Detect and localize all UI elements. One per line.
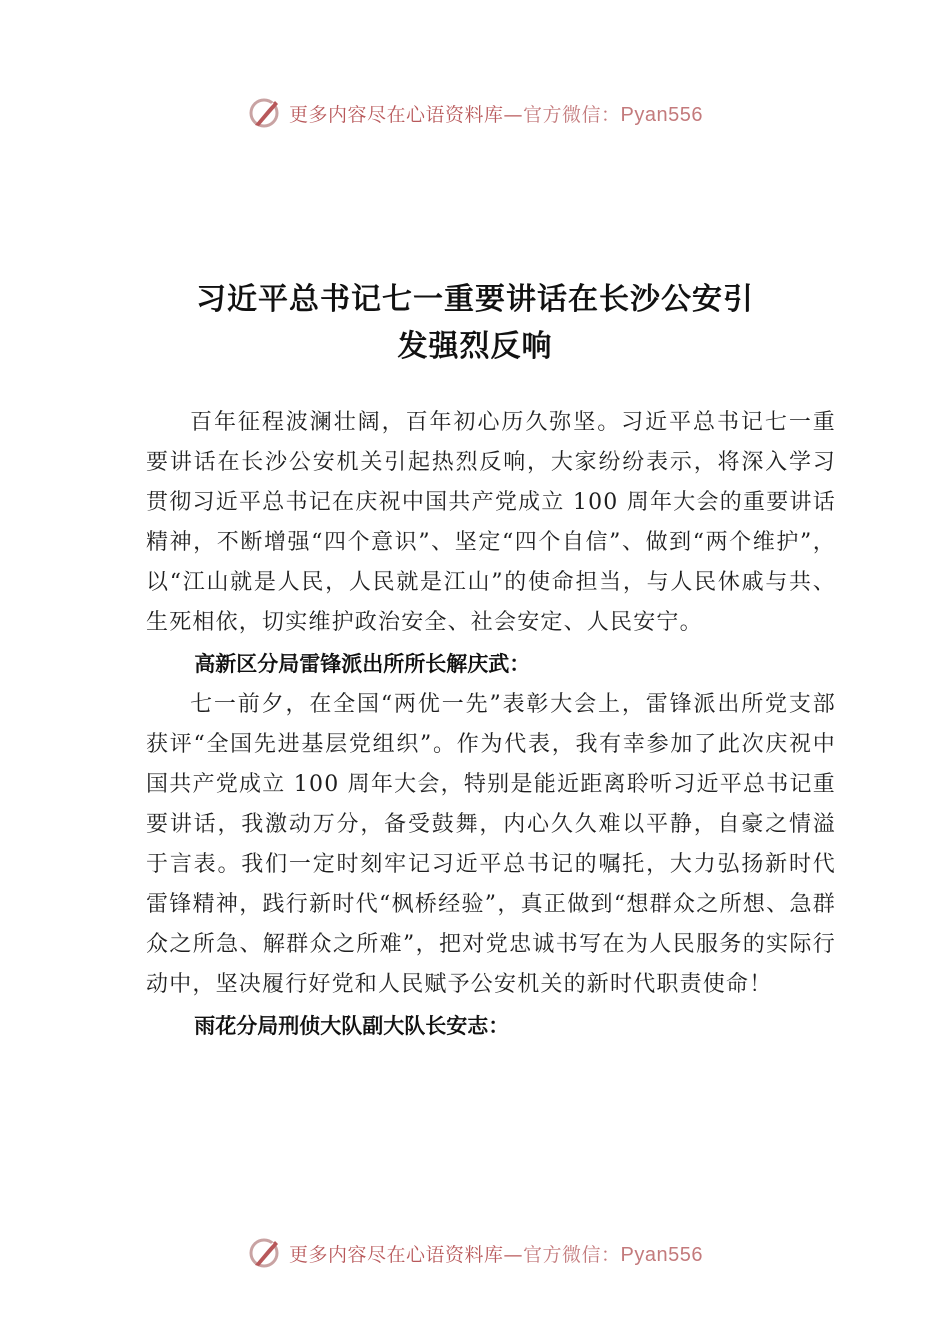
watermark-banner-bottom <box>0 1233 950 1273</box>
document-title <box>145 276 805 370</box>
watermark-banner-top <box>0 93 950 133</box>
speaker-heading-1: 高新区分局雷锋派出所所长解庆武： <box>194 652 531 676</box>
intro-paragraph: 百年征程波澜壮阔，百年初心历久弥坚。习近平总书记七一重要讲话在长沙公安机关引起热烈反响，大家纷纷表示，将深入学习贯彻习近平总书记在庆祝中国共产党成立 100 周年大会的重要讲话精神，不断增强“四个意识”、坚定“四个自信”、做到“两个维护”，以“江山就是人民，人民就是江山”的使命担当，与人民休戚与共、生死相依，切实维护政治安全、社会安定、人民安宁。 <box>146 410 836 635</box>
title-line-2: 发强烈反响 <box>397 329 553 364</box>
document-body <box>146 403 836 1047</box>
speaker-heading-2: 雨花分局刑侦大队副大队长安志： <box>194 1014 510 1038</box>
quill-pen-logo-icon <box>247 95 283 131</box>
title-line-1: 习近平总书记七一重要讲话在长沙公安引 <box>196 282 754 317</box>
quill-pen-logo-icon <box>247 1235 283 1271</box>
watermark-text: 更多内容尽在心语资料库—官方微信：Pyan556 <box>289 1243 703 1266</box>
speech-paragraph-1: 七一前夕，在全国“两优一先”表彰大会上，雷锋派出所党支部获评“全国先进基层党组织”。作为代表，我有幸参加了此次庆祝中国共产党成立 100 周年大会，特别是能近距离聆听习近平总书记重要讲话，我激动万分，备受鼓舞，内心久久难以平静，自豪之情溢于言表。我们一定时刻牢记习近平总书记的嘱托，大力弘扬新时代雷锋精神，践行新时代“枫桥经验”，真正做到“想群众之所想、急群众之所急、解群众之所难”，把对党忠诚书写在为人民服务的实际行动中，坚决履行好党和人民赋予公安机关的新时代职责使命！ <box>146 692 836 997</box>
watermark-text: 更多内容尽在心语资料库—官方微信：Pyan556 <box>289 103 703 126</box>
